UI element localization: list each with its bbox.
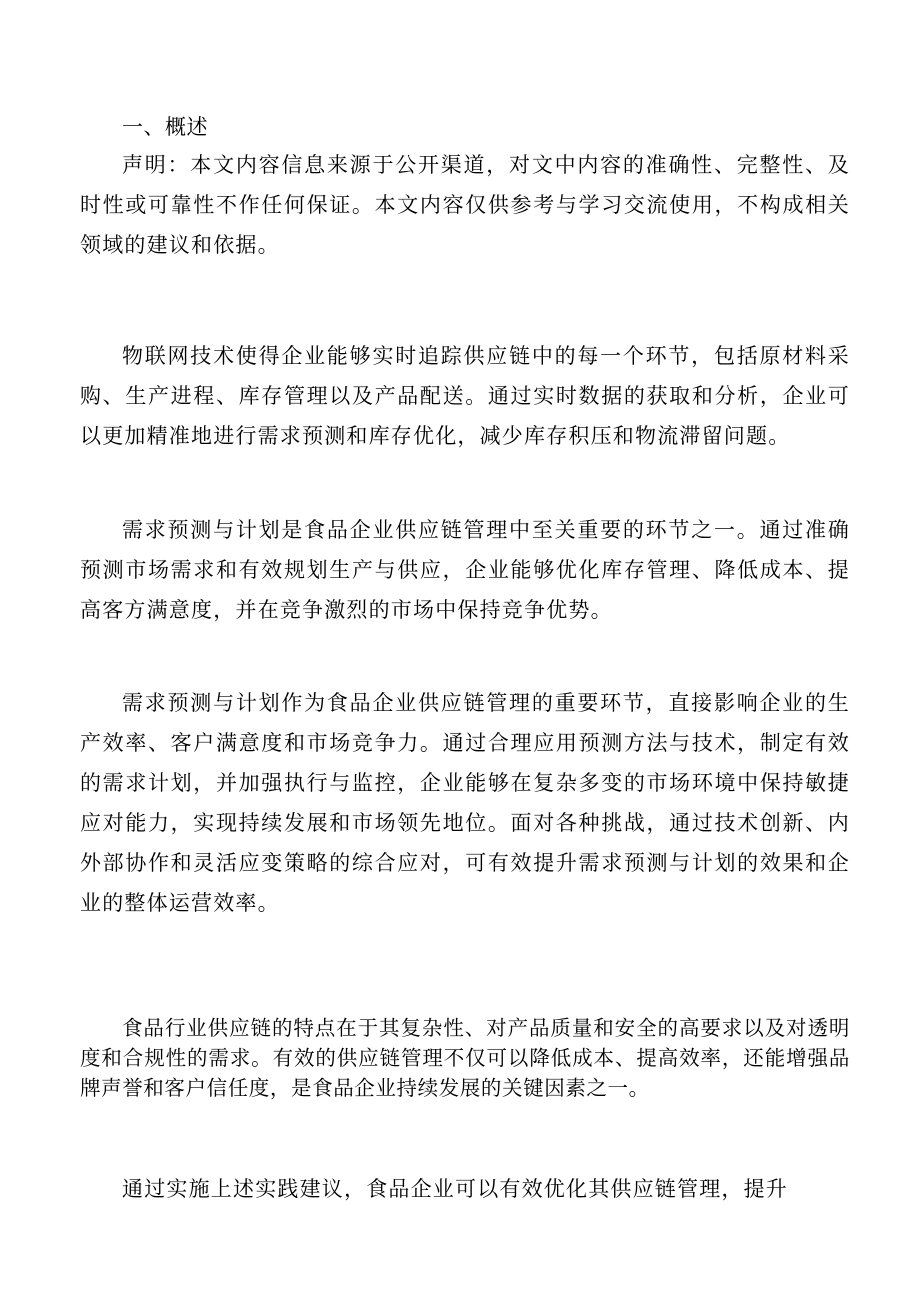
body-paragraph: 需求预测与计划作为食品企业供应链管理的重要环节，直接影响企业的生产效率、客户满意度和市场竞争力。通过合理应用预测方法与技术，制定有效的需求计划，并加强执行与监控，企业能够在复杂多变的市场环境中保持敏捷应对能力，实现持续发展和市场领先地位。面对各种挑战，通过技术创新、内外部协作和灵活应变策略的综合应对，可有效提升需求预测与计划的效果和企业的整体运营效率。 xyxy=(80,691,850,915)
body-paragraph: 需求预测与计划是食品企业供应链管理中至关重要的环节之一。通过准确预测市场需求和有效规划生产与供应，企业能够优化库存管理、降低成本、提高客方满意度，并在竞争激烈的市场中保持竞争优势。 xyxy=(80,518,850,622)
disclaimer-paragraph: 声明：本文内容信息来源于公开渠道，对文中内容的准确性、完整性、及时性或可靠性不作任何保证。本文内容仅供参考与学习交流使用，不构成相关领域的建议和依据。 xyxy=(80,153,850,257)
section-heading: 一、概述 xyxy=(122,115,208,139)
body-paragraph: 物联网技术使得企业能够实时追踪供应链中的每一个环节，包括原材料采购、生产进程、库存管理以及产品配送。通过实时数据的获取和分析，企业可以更加精准地进行需求预测和库存优化，减少库存积压和物流滞留问题。 xyxy=(80,344,850,448)
body-paragraph: 通过实施上述实践建议，食品企业可以有效优化其供应链管理，提升 xyxy=(122,1177,788,1201)
body-paragraph: 食品行业供应链的特点在于其复杂性、对产品质量和安全的高要求以及对透明度和合规性的需求。有效的供应链管理不仅可以降低成本、提高效率，还能增强品牌声誉和客户信任度，是食品企业持续发展的关键因素之一。 xyxy=(80,1016,850,1100)
